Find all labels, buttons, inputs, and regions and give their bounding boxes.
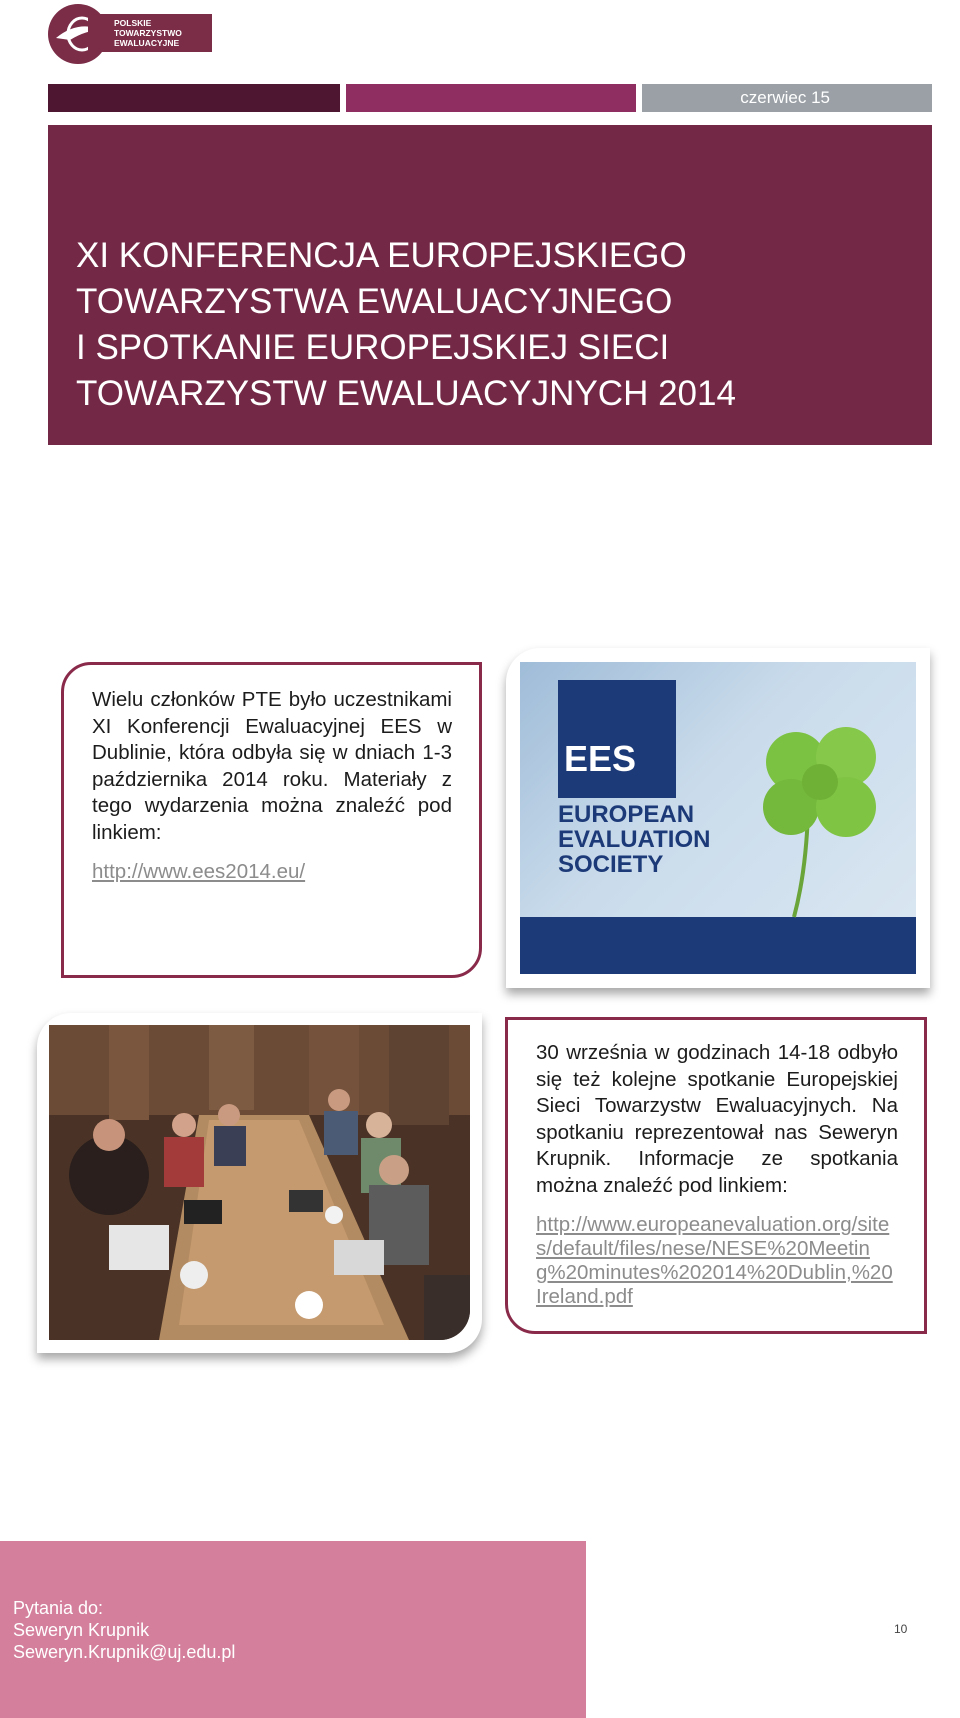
ees-image xyxy=(520,662,916,974)
footer-contact-name: Seweryn Krupnik xyxy=(13,1620,150,1640)
meeting-photo-image xyxy=(49,1025,470,1340)
meeting-photo xyxy=(49,1025,470,1340)
issue-date: czerwiec 15 xyxy=(740,88,830,107)
network-meeting-description: 30 września w godzinach 14-18 odbyło się też kolejne spotkanie Europejskiej Sieci Towarzystw Ewaluacyjnych. Na spotkaniu reprezentował nas Seweryn Krupnik. Informacje ze spotkania można znaleźć pod linkiem: xyxy=(536,1041,898,1197)
ees-image-frame xyxy=(506,648,930,988)
conference-callout-body xyxy=(92,687,452,884)
ees-abbr: EES xyxy=(564,738,637,779)
network-meeting-callout-body xyxy=(536,1040,898,1309)
ees2014-link[interactable]: http://www.ees2014.eu/ xyxy=(92,860,306,883)
network-meeting-callout xyxy=(505,1017,927,1334)
meeting-photo-frame xyxy=(37,1013,482,1353)
footer-contact xyxy=(13,1597,235,1663)
page-number: 10 xyxy=(894,1622,908,1636)
header-bar-dark xyxy=(48,84,340,112)
pte-logo xyxy=(46,0,216,68)
logo-line-1: POLSKIE xyxy=(114,18,152,28)
footer-questions-label: Pytania do: xyxy=(13,1598,104,1618)
conference-description: Wielu członków PTE było uczestnikami XI Konferencji Ewaluacyjnej EES w Dublinie, która odbyła się w dniach 1-3 października 2014 roku. Materiały z tego wydarzenia można znaleźć pod linkiem: xyxy=(92,688,452,844)
conference-callout xyxy=(61,662,482,978)
nese-minutes-link[interactable]: http://www.europeanevaluation.org/sites/default/files/nese/NESE%20Meeting%20minutes%202014%20Dublin,%20Ireland.pdf xyxy=(536,1213,893,1308)
logo-line-3: EWALUACYJNE xyxy=(114,38,180,48)
footer-contact-box xyxy=(0,1541,586,1718)
header-bar-date xyxy=(642,84,932,112)
logo-line-2: TOWARZYSTWO xyxy=(114,28,182,38)
header-bar-magenta xyxy=(346,84,636,112)
clover-icon xyxy=(736,702,906,932)
ees-logo-square xyxy=(558,680,676,798)
ees-society-name: EUROPEAN EVALUATION SOCIETY xyxy=(558,801,711,878)
logo-text-box xyxy=(88,14,212,52)
page-title: XI KONFERENCJA EUROPEJSKIEGO TOWARZYSTWA EWALUACYJNEGO I SPOTKANIE EUROPEJSKIEJ SIECI TOWARZYSTW EWALUACYJNYCH 2014 xyxy=(76,236,736,413)
footer-contact-email[interactable]: Seweryn.Krupnik@uj.edu.pl xyxy=(13,1642,236,1662)
title-block xyxy=(48,125,932,445)
